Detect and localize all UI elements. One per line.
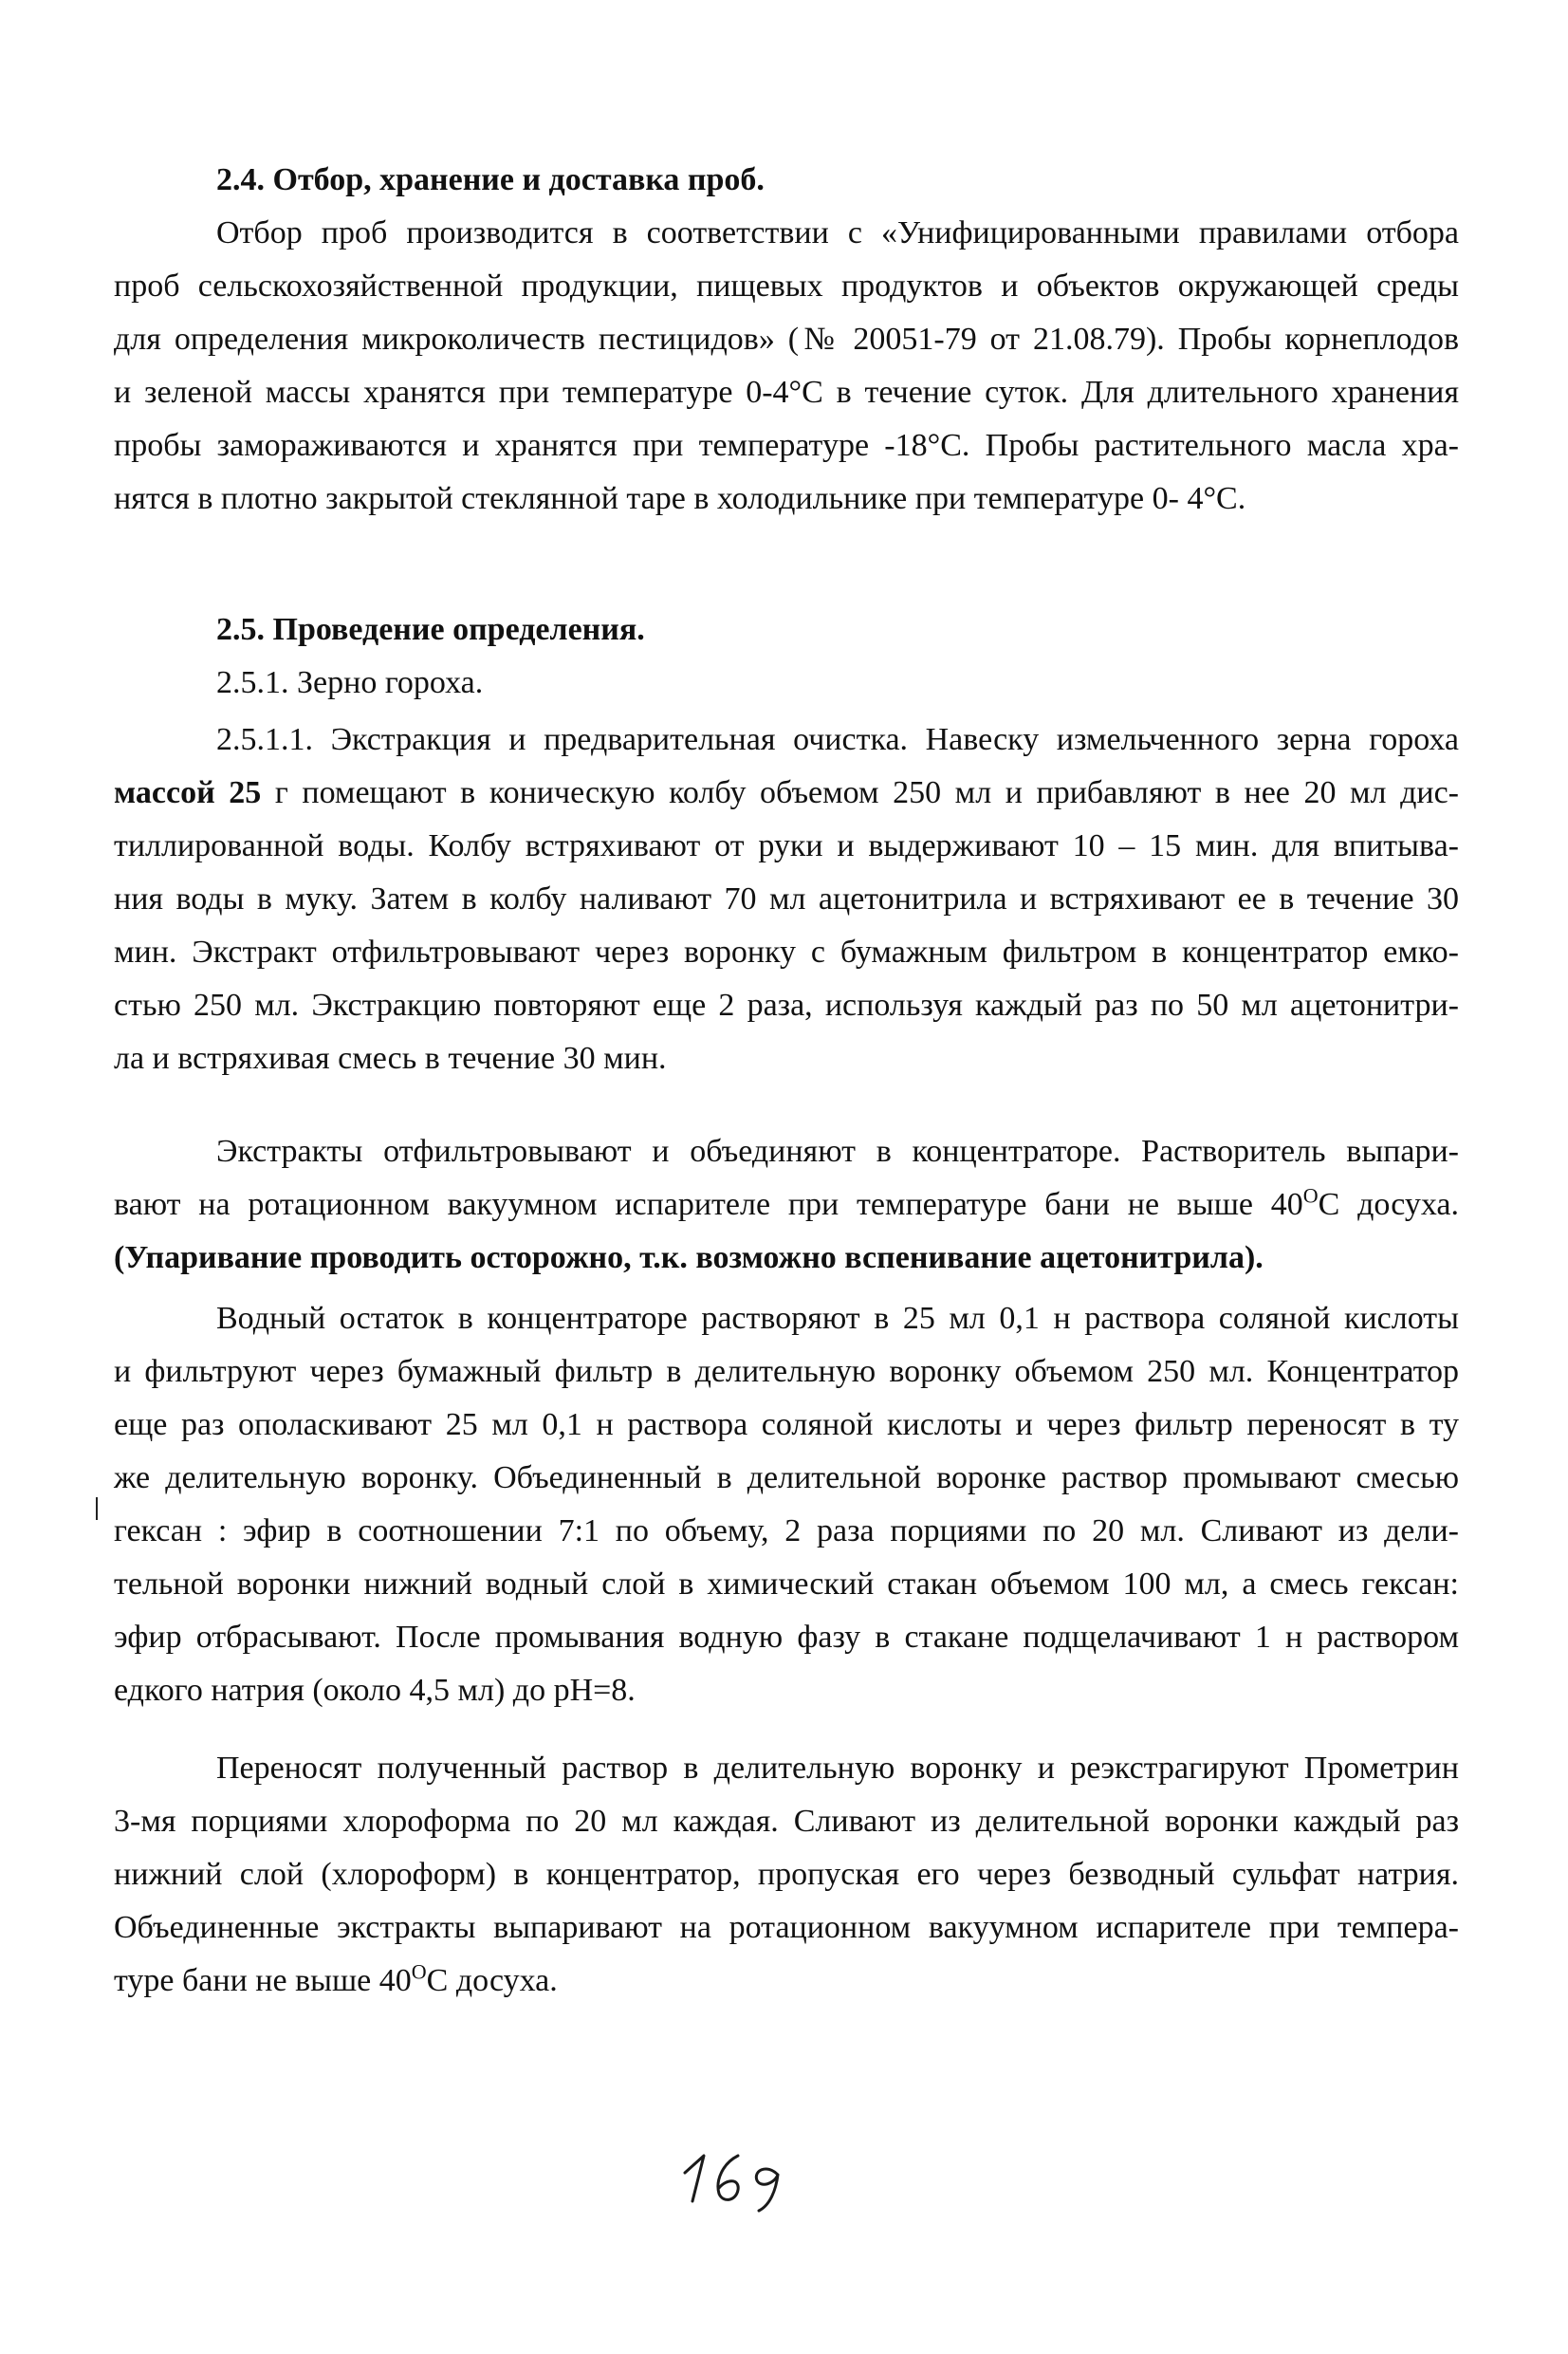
- text-line: 3-мя порциями хлороформа по 20 мл каждая. Сливают из делительной воронки каждый раз: [114, 1804, 1459, 1839]
- paragraph-acid-wash: [114, 1292, 1459, 1717]
- text-line: ла и встряхивая смесь в течение 30 мин.: [114, 1041, 667, 1076]
- text-line: [114, 767, 1459, 820]
- text-fragment: вают на ротационном вакуумном испарителе при температуре бани не выше 40: [114, 1187, 1303, 1222]
- text-line: Переносят полученный раствор в делительную воронку и реэкстрагируют Прометрин: [216, 1751, 1459, 1786]
- superscript: О: [411, 1959, 427, 1984]
- text-line: нятся в плотно закрытой стеклянной таре в холодильнике при температуре 0- 4°С.: [114, 481, 1246, 516]
- paragraph-reextraction: [114, 1742, 1459, 2008]
- digit-1-stroke: [685, 2156, 704, 2201]
- text-line: Водный остаток в концентраторе растворяют в 25 мл 0,1 н раствора соляной кислоты: [216, 1301, 1459, 1336]
- bold-text: массой 25: [114, 775, 262, 810]
- bold-warning: (Упаривание проводить осторожно, т.к. возможно вспенивание ацетонитрила).: [114, 1240, 1264, 1275]
- text-line: нижний слой (хлороформ) в концентратор, пропуская его через безводный сульфат натрия.: [114, 1857, 1459, 1892]
- text-line: едкого натрия (около 4,5 мл) до рН=8.: [114, 1673, 636, 1708]
- subsection-heading-2-5-1: 2.5.1. Зерно гороха.: [216, 665, 484, 700]
- text-line: и зеленой массы хранятся при температуре 0-4°С в течение суток. Для длительного хранения: [114, 375, 1459, 410]
- text-line: ния воды в муку. Затем в колбу наливают 70 мл ацетонитрила и встряхивают ее в течение 30: [114, 881, 1459, 917]
- text-fragment: г помещают в коническую колбу объемом 250 мл и прибавляют в нее 20 мл дис-: [261, 775, 1459, 810]
- margin-mark: [96, 1497, 98, 1520]
- paragraph-sampling: [114, 207, 1459, 526]
- text-line: и фильтруют через бумажный фильтр в делительную воронку объемом 250 мл. Концентратор: [114, 1354, 1459, 1389]
- digit-9-stroke: [756, 2169, 778, 2211]
- text-line: тиллированной воды. Колбу встряхивают от руки и выдерживают 10 – 15 мин. для впитыва-: [114, 828, 1459, 863]
- text-line: же делительную воронку. Объединенный в делительной воронке раствор промывают смесью: [114, 1460, 1459, 1495]
- text-line: для определения микроколичеств пестицидов» (№ 20051-79 от 21.08.79). Пробы корнеплодов: [114, 322, 1459, 357]
- text-fragment: С досуха.: [426, 1963, 558, 1998]
- text-line: эфир отбрасывают. После промывания водную фазу в стакане подщелачивают 1 н раствором: [114, 1620, 1459, 1655]
- text-line: Экстракты отфильтровывают и объединяют в концентраторе. Растворитель выпари-: [216, 1134, 1459, 1169]
- section-heading-2-5: 2.5. Проведение определения.: [216, 612, 645, 647]
- paragraph-evaporation: [114, 1125, 1459, 1285]
- paragraph-extraction: [114, 714, 1459, 1085]
- superscript: О: [1302, 1183, 1319, 1208]
- text-line: тельной воронки нижний водный слой в химический стакан объемом 100 мл, а смесь гексан:: [114, 1566, 1459, 1602]
- digit-6-stroke: [718, 2156, 738, 2199]
- handwritten-page-number: [664, 2135, 816, 2220]
- text-line: стью 250 мл. Экстракцию повторяют еще 2 раза, используя каждый раз по 50 мл ацетонитри-: [114, 988, 1459, 1023]
- text-line: гексан : эфир в соотношении 7:1 по объему, 2 раза порциями по 20 мл. Сливают из дели-: [114, 1513, 1459, 1548]
- text-line: пробы замораживаются и хранятся при температуре -18°С. Пробы растительного масла хра-: [114, 428, 1459, 463]
- text-line: Объединенные экстракты выпаривают на ротационном вакуумном испарителе при темпера-: [114, 1910, 1459, 1945]
- text-line: [114, 1232, 1459, 1285]
- text-fragment: туре бани не выше 40: [114, 1963, 412, 1998]
- text-line: [114, 1955, 1459, 2008]
- text-line: [114, 1178, 1459, 1232]
- text-line: мин. Экстракт отфильтровывают через воронку с бумажным фильтром в концентратор емко-: [114, 935, 1459, 970]
- section-heading-2-4: 2.4. Отбор, хранение и доставка проб.: [216, 162, 765, 197]
- text-line: еще раз ополаскивают 25 мл 0,1 н раствора соляной кислоты и через фильтр переносят в ту: [114, 1407, 1459, 1442]
- text-fragment: С досуха.: [1318, 1187, 1459, 1222]
- text-line: проб сельскохозяйственной продукции, пищевых продуктов и объектов окружающей среды: [114, 269, 1459, 304]
- text-line: 2.5.1.1. Экстракция и предварительная очистка. Навеску измельченного зерна гороха: [216, 722, 1459, 757]
- text-line: Отбор проб производится в соответствии с «Унифицированными правилами отбора: [216, 215, 1459, 250]
